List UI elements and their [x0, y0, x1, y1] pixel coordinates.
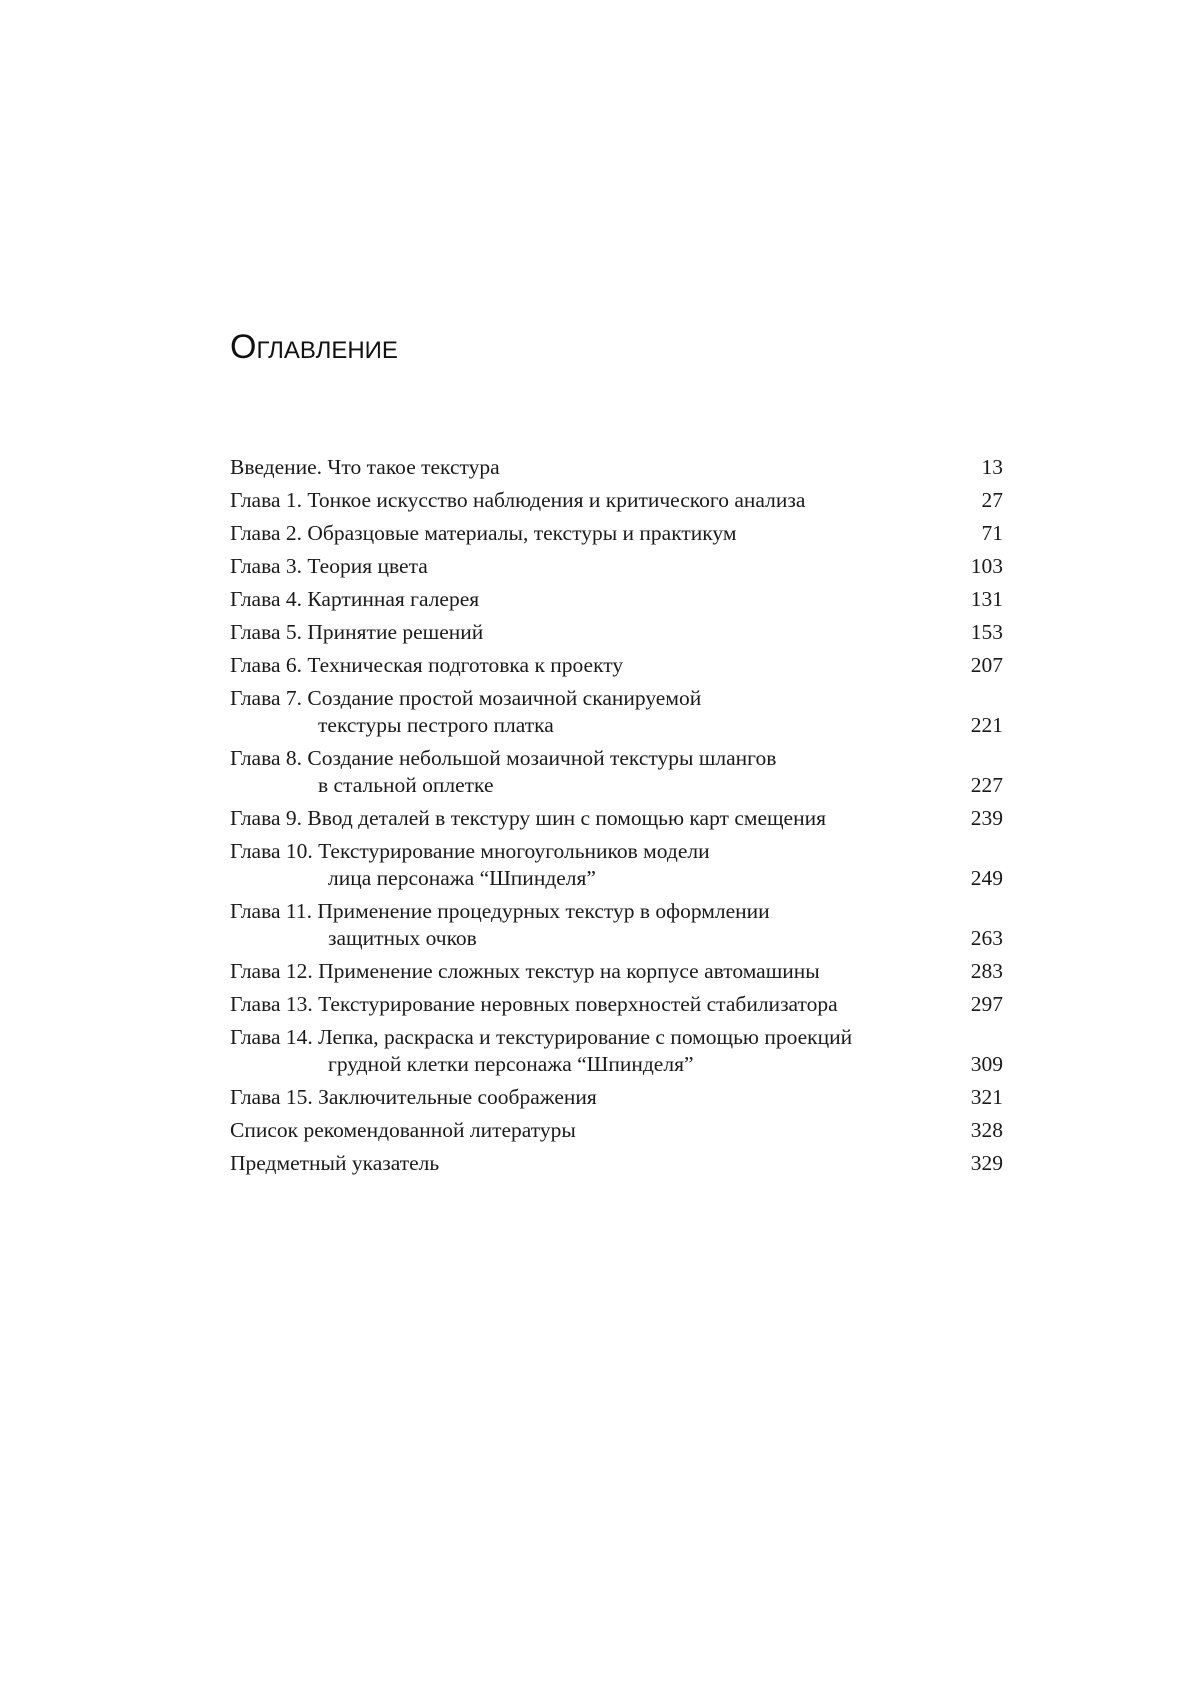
- toc-entry: [230, 958, 1003, 985]
- toc-entry-title: [230, 805, 953, 832]
- toc-page-number: 131: [970, 587, 1003, 611]
- toc-page-number: 249: [970, 866, 1003, 890]
- toc-entry-continuation-line: текстуры пестрого платка: [318, 713, 554, 737]
- toc-entry: [230, 1084, 1003, 1111]
- toc-entry-line: Введение. Что такое текстура: [230, 455, 500, 479]
- toc-entry-title: [230, 898, 953, 952]
- toc-entry-continuation-line: в стальной оплетке: [318, 773, 494, 797]
- toc-entry-title: [230, 991, 953, 1018]
- toc-page-number: 328: [970, 1118, 1003, 1142]
- toc-entry-continuation-line: грудной клетки персонажа “Шпинделя”: [328, 1052, 694, 1076]
- toc-entry: [230, 685, 1003, 739]
- toc-entry-line: Глава 11. Применение процедурных текстур в оформлении: [230, 899, 770, 923]
- toc-entry: [230, 520, 1003, 547]
- toc-entry: [230, 838, 1003, 892]
- toc-page-number: 283: [970, 959, 1003, 983]
- toc-page-number: 221: [970, 713, 1003, 737]
- toc-entry-line: Список рекомендованной литературы: [230, 1118, 576, 1142]
- toc-entry-title: [230, 745, 953, 799]
- toc-page-number: 227: [970, 773, 1003, 797]
- toc-entry-title: [230, 553, 953, 580]
- toc-entry: [230, 454, 1003, 481]
- toc-entry: [230, 805, 1003, 832]
- toc-page-number: 297: [970, 992, 1003, 1016]
- toc-entry-title: [230, 1117, 953, 1144]
- toc-entry-title: [230, 652, 953, 679]
- toc-entry-title: [230, 685, 953, 739]
- toc-entry: [230, 586, 1003, 613]
- toc-entry-line: Глава 3. Теория цвета: [230, 554, 428, 578]
- toc-entry-line: Глава 7. Создание простой мозаичной сканируемой: [230, 686, 702, 710]
- toc-entry: [230, 745, 1003, 799]
- toc-entry: [230, 553, 1003, 580]
- toc-entry-line: Глава 5. Принятие решений: [230, 620, 484, 644]
- toc-entry-line: Глава 4. Картинная галерея: [230, 587, 480, 611]
- toc-page-number: 71: [981, 521, 1003, 545]
- toc-page-number: 239: [970, 806, 1003, 830]
- toc-entry-continuation-line: защитных очков: [328, 926, 477, 950]
- toc-page-number: 13: [981, 455, 1003, 479]
- toc-heading: Оглавление: [230, 328, 398, 366]
- toc-entry-line: Глава 9. Ввод деталей в текстуру шин с помощью карт смещения: [230, 806, 827, 830]
- toc-entry-line: Глава 14. Лепка, раскраска и текстурирование с помощью проекций: [230, 1025, 853, 1049]
- toc-page-number: 103: [970, 554, 1003, 578]
- toc-page-number: 329: [970, 1151, 1003, 1175]
- toc-entry: [230, 619, 1003, 646]
- toc-entry: [230, 898, 1003, 952]
- toc-entry-title: [230, 838, 953, 892]
- toc-entry: [230, 1117, 1003, 1144]
- toc-page-number: 263: [970, 926, 1003, 950]
- toc-entry-line: Глава 15. Заключительные соображения: [230, 1085, 597, 1109]
- toc-page-number: 321: [970, 1085, 1003, 1109]
- toc-entry-line: Глава 13. Текстурирование неровных поверхностей стабилизатора: [230, 992, 838, 1016]
- toc-entry-line: Глава 2. Образцовые материалы, текстуры и практикум: [230, 521, 737, 545]
- toc-entry: [230, 1150, 1003, 1177]
- toc-entry-line: Предметный указатель: [230, 1151, 440, 1175]
- toc-entry: [230, 1024, 1003, 1078]
- toc-page-number: 27: [981, 488, 1003, 512]
- toc-entry: [230, 991, 1003, 1018]
- toc-entry-title: [230, 520, 953, 547]
- toc-entry-title: [230, 454, 953, 481]
- toc-entry-line: Глава 1. Тонкое искусство наблюдения и критического анализа: [230, 488, 806, 512]
- toc-page-number: 153: [970, 620, 1003, 644]
- toc-page-number: 309: [970, 1052, 1003, 1076]
- toc-entry-title: [230, 1150, 953, 1177]
- toc-entry-line: Глава 6. Техническая подготовка к проекту: [230, 653, 624, 677]
- toc-entry-line: Глава 8. Создание небольшой мозаичной текстуры шлангов: [230, 746, 777, 770]
- toc-entry-title: [230, 958, 953, 985]
- toc-page-number: 207: [970, 653, 1003, 677]
- toc-entry-title: [230, 1084, 953, 1111]
- toc-entry-title: [230, 619, 953, 646]
- toc-entry-line: Глава 12. Применение сложных текстур на корпусе автомашины: [230, 959, 820, 983]
- toc-entry: [230, 487, 1003, 514]
- toc-list: [230, 454, 1003, 1183]
- toc-entry-line: Глава 10. Текстурирование многоугольников модели: [230, 839, 710, 863]
- toc-entry-continuation-line: лица персонажа “Шпинделя”: [328, 866, 596, 890]
- toc-entry-title: [230, 586, 953, 613]
- toc-entry: [230, 652, 1003, 679]
- toc-entry-title: [230, 487, 953, 514]
- toc-entry-title: [230, 1024, 953, 1078]
